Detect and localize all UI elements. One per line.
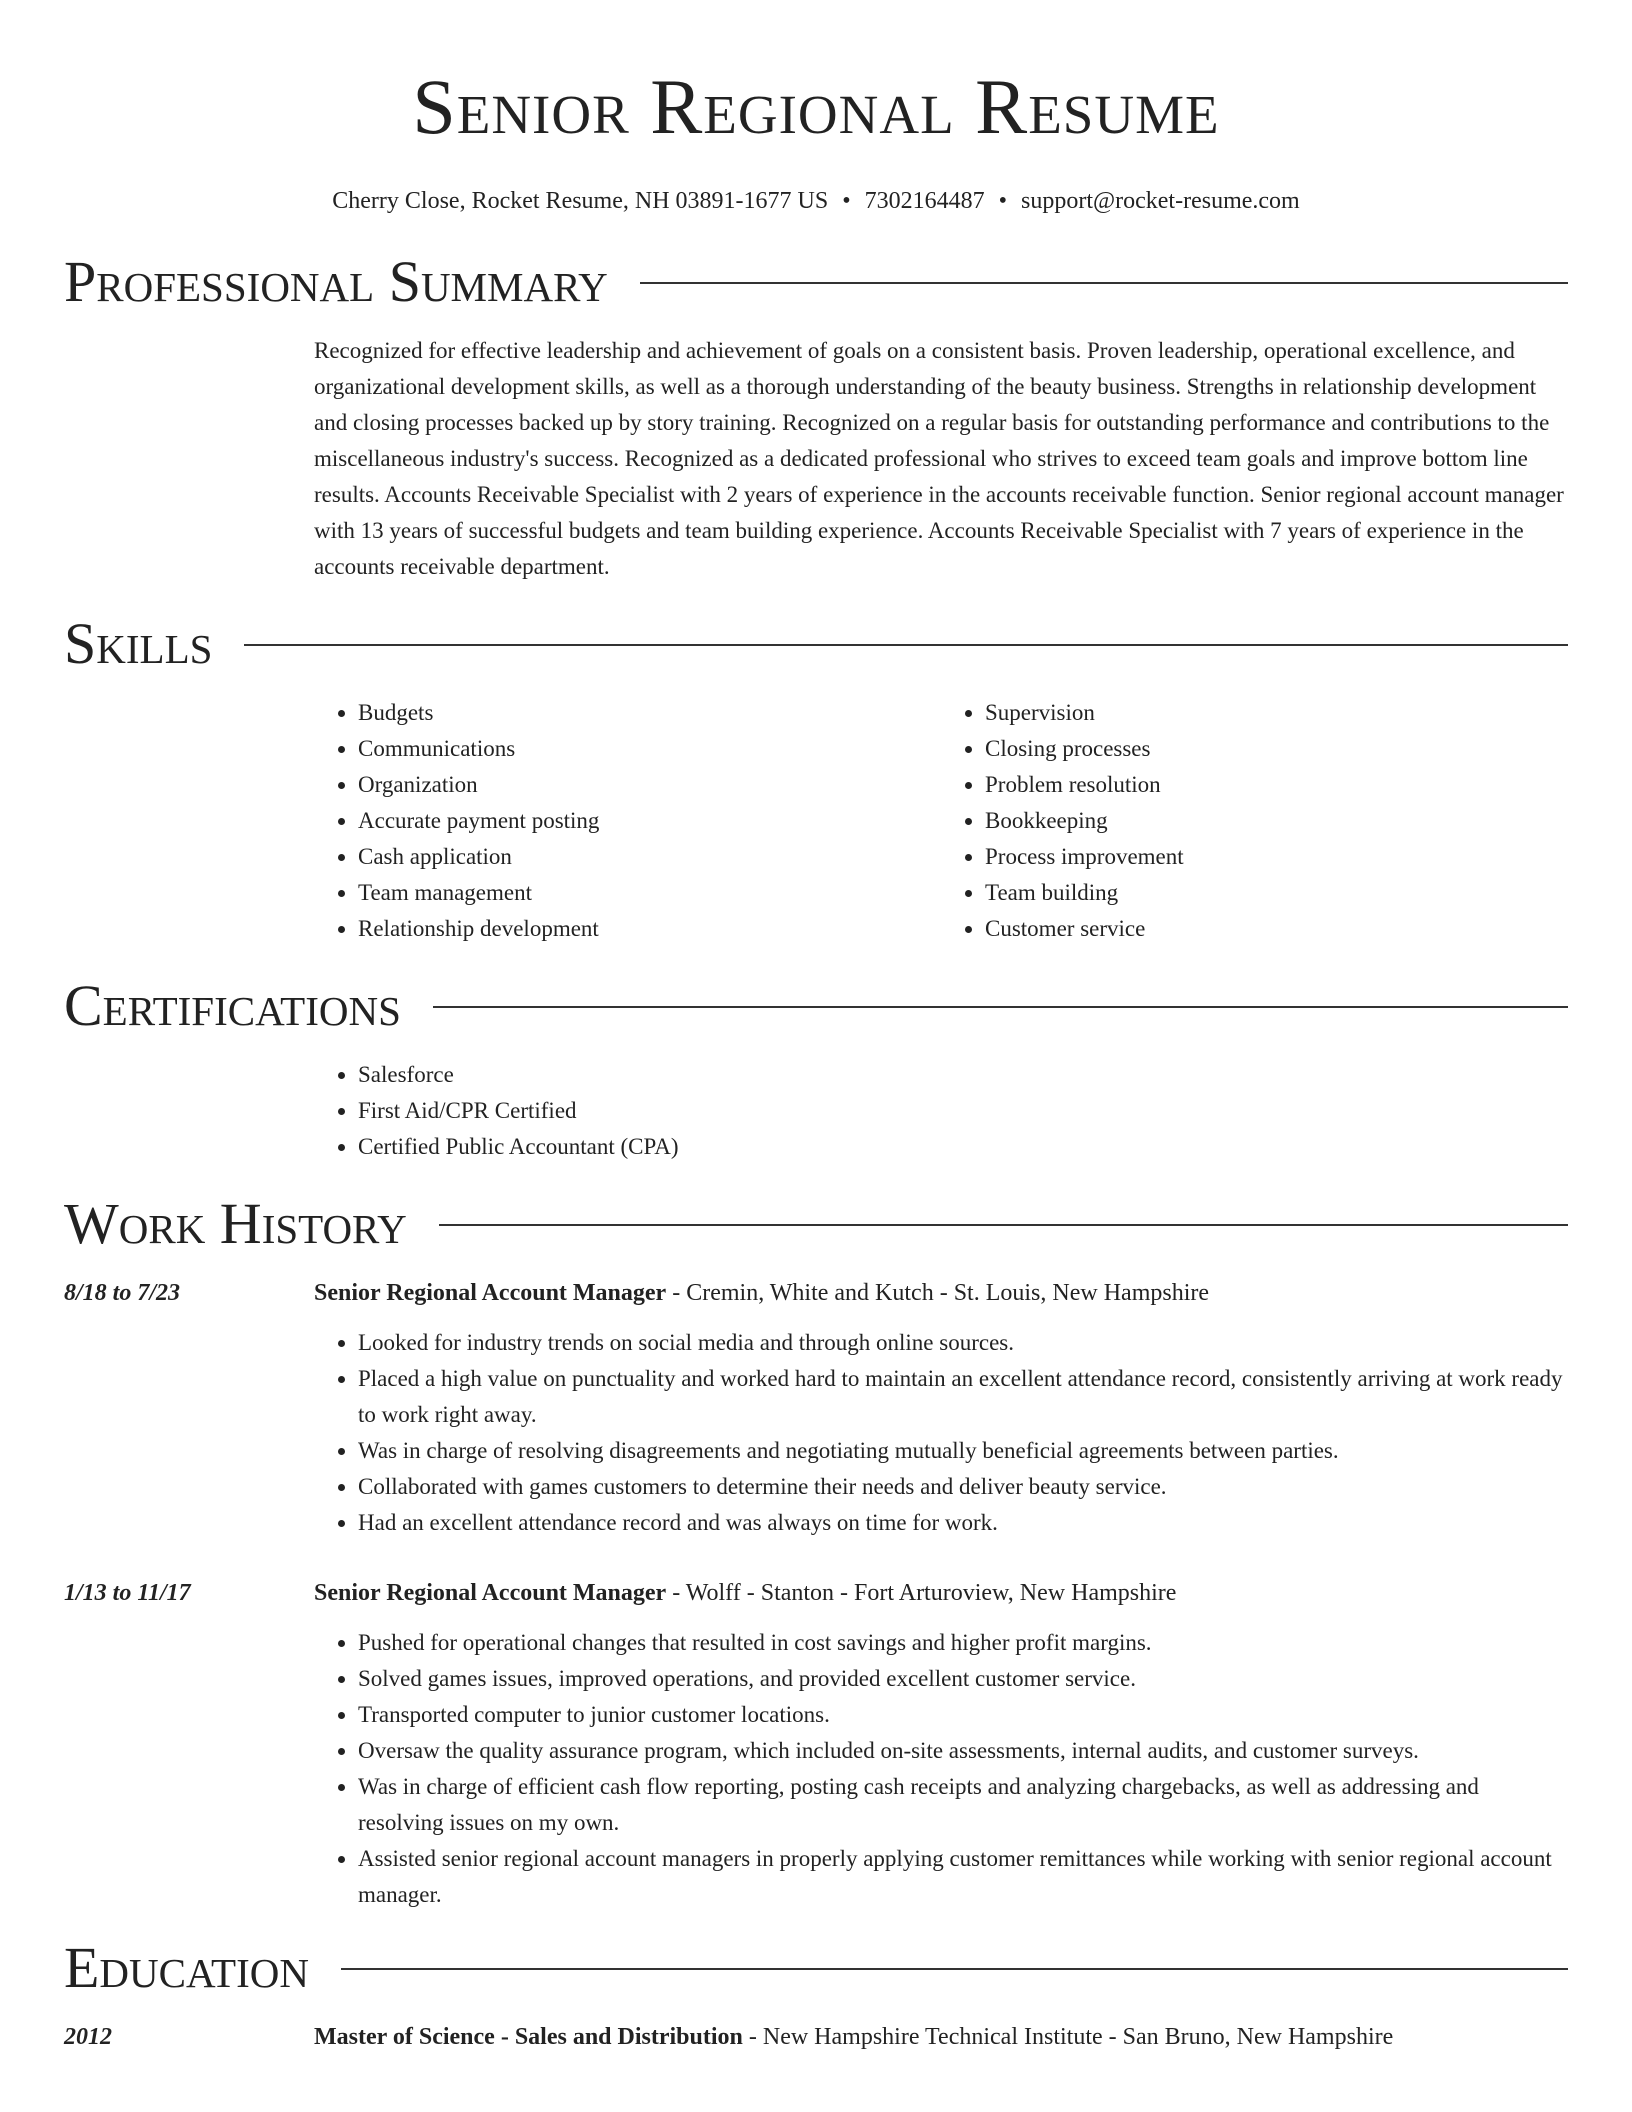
job-duty: • Assisted senior regional account managers in properly applying customer remittances while working with senior regional account manager.	[358, 1841, 1568, 1913]
job-duty: • Transported computer to junior customer locations.	[358, 1697, 1568, 1733]
job-entry	[64, 1275, 1568, 1541]
job-duties	[314, 1325, 1568, 1541]
education-heading: Education	[64, 1935, 309, 2000]
institution: - New Hampshire Technical Institute - San Bruno, New Hampshire	[742, 2024, 1394, 2050]
skill-item: • Process improvement	[985, 839, 1568, 875]
job-duty: • Collaborated with games customers to determine their needs and deliver beauty service.	[358, 1469, 1568, 1505]
section-divider	[640, 282, 1568, 284]
job-duty: • Had an excellent attendance record and was always on time for work.	[358, 1505, 1568, 1541]
skills-column-right	[941, 695, 1568, 947]
job-employer: - Wolff - Stanton - Fort Arturoview, New Hampshire	[666, 1580, 1177, 1606]
education-year: 2012	[64, 2024, 112, 2050]
certifications-list	[314, 1057, 1568, 1165]
summary-text: Recognized for effective leadership and achievement of goals on a consistent basis. Proven leadership, operational excellence, and organizational development skills, as well as a thorough understanding of the beauty business. Strengths in relationship development and closing processes backed up by story training. Recognized on a regular basis for outstanding performance and contributions to the miscellaneous industry's success. Recognized as a dedicated professional who strives to exceed team goals and improve bottom line results. Accounts Receivable Specialist with 2 years of experience in the accounts receivable function. Senior regional account manager with 13 years of successful budgets and team building experience. Accounts Receivable Specialist with 7 years of experience in the accounts receivable department.	[314, 338, 1564, 579]
skill-item: • Problem resolution	[985, 767, 1568, 803]
job-duty: • Pushed for operational changes that resulted in cost savings and higher profit margins.	[358, 1625, 1568, 1661]
skill-item: • Team management	[358, 875, 941, 911]
contact-line	[64, 188, 1568, 215]
skill-item: • Bookkeeping	[985, 803, 1568, 839]
section-divider	[439, 1224, 1568, 1226]
phone: 7302164487	[864, 188, 985, 214]
address: Cherry Close, Rocket Resume, NH 03891-1677 US	[332, 188, 829, 214]
skill-item: • Budgets	[358, 695, 941, 731]
job-title: Senior Regional Account Manager	[314, 1580, 667, 1606]
job-dates: 1/13 to 11/17	[64, 1580, 191, 1606]
job-entry	[64, 1575, 1568, 1913]
job-duty: • Placed a high value on punctuality and worked hard to maintain an excellent attendance record, consistently arriving at work ready to work right away.	[358, 1361, 1568, 1433]
summary-heading: Professional Summary	[64, 249, 608, 314]
certification-item: • Certified Public Accountant (CPA)	[358, 1129, 1568, 1165]
work-history-section-header	[64, 1191, 1568, 1256]
job-duty: • Looked for industry trends on social media and through online sources.	[358, 1325, 1568, 1361]
job-title-line	[314, 1575, 1568, 1611]
job-duty: • Was in charge of resolving disagreements and negotiating mutually beneficial agreements between parties.	[358, 1433, 1568, 1469]
skill-item: • Supervision	[985, 695, 1568, 731]
email: support@rocket-resume.com	[1021, 188, 1300, 214]
work-history-heading: Work History	[64, 1191, 407, 1256]
skills-list	[314, 695, 1568, 947]
skills-column-left	[314, 695, 941, 947]
job-duty: • Oversaw the quality assurance program, which included on-site assessments, internal audits, and customer surveys.	[358, 1733, 1568, 1769]
education-entry	[64, 2019, 1568, 2055]
skill-item: • Communications	[358, 731, 941, 767]
section-divider	[244, 644, 1568, 646]
skill-item: • Team building	[985, 875, 1568, 911]
certification-item: • First Aid/CPR Certified	[358, 1093, 1568, 1129]
job-duties	[314, 1625, 1568, 1913]
skill-item: • Organization	[358, 767, 941, 803]
job-title-line	[314, 1275, 1568, 1311]
certifications-section-header	[64, 973, 1568, 1038]
skill-item: • Closing processes	[985, 731, 1568, 767]
summary-section-header	[64, 249, 1568, 314]
education-section-header	[64, 1935, 1568, 2000]
job-duty: • Was in charge of efficient cash flow reporting, posting cash receipts and analyzing chargebacks, as well as addressing and resolving issues on my own.	[358, 1769, 1568, 1841]
skill-item: • Customer service	[985, 911, 1568, 947]
separator: •	[842, 188, 851, 214]
certification-item: • Salesforce	[358, 1057, 1568, 1093]
resume-title: Senior Regional Resume	[412, 63, 1220, 150]
section-divider	[433, 1006, 1568, 1008]
job-duty: • Solved games issues, improved operations, and provided excellent customer service.	[358, 1661, 1568, 1697]
skill-item: • Accurate payment posting	[358, 803, 941, 839]
job-dates: 8/18 to 7/23	[64, 1280, 181, 1306]
separator: •	[998, 188, 1008, 214]
skills-heading: Skills	[64, 611, 213, 676]
job-title: Senior Regional Account Manager	[314, 1280, 667, 1306]
degree: Master of Science - Sales and Distribution	[314, 2024, 743, 2050]
skill-item: • Relationship development	[358, 911, 941, 947]
education-line	[314, 2019, 1568, 2055]
section-divider	[341, 1968, 1568, 1970]
skill-item: • Cash application	[358, 839, 941, 875]
job-employer: - Cremin, White and Kutch - St. Louis, New Hampshire	[666, 1280, 1210, 1306]
certifications-heading: Certifications	[64, 973, 401, 1038]
skills-section-header	[64, 611, 1568, 676]
